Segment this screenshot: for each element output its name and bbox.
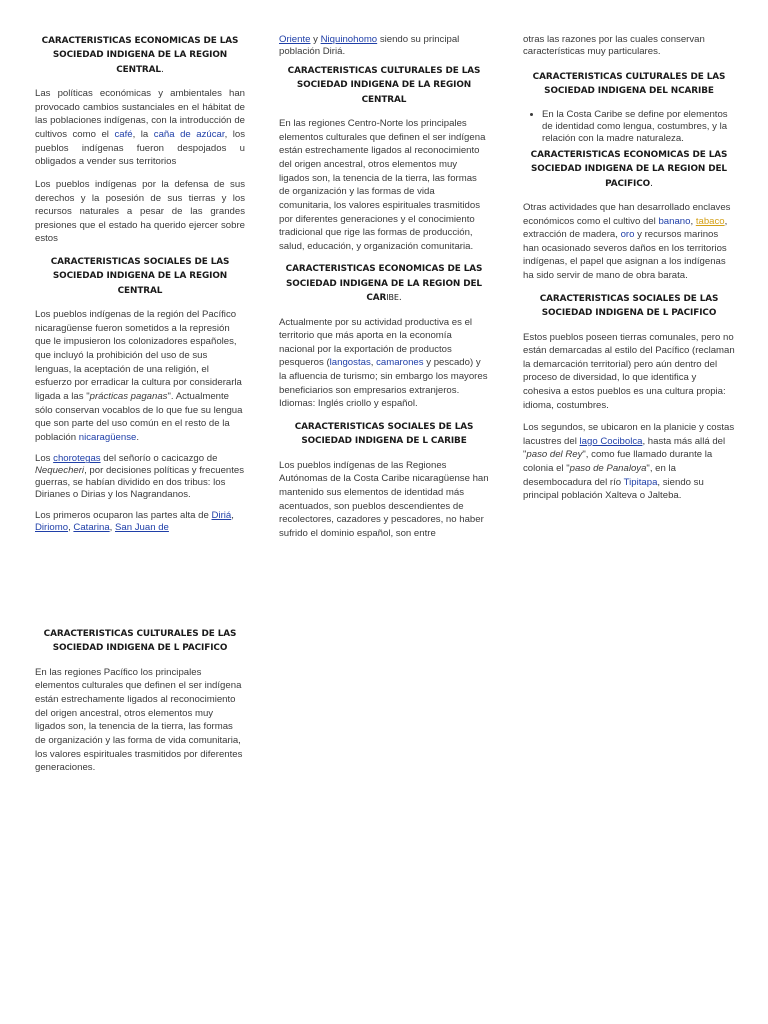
heading-econ-pacifico: CARACTERISTICAS ECONOMICAS DE LAS SOCIEDAD INDIGENA DE LA REGION DEL PACIFICO.: [530, 149, 728, 189]
paragraph-econ-pacifico: Otras actividades que han desarrollado enclaves económicos como el cultivo del banano, tabaco, extracción de madera, oro y recursos marinos han ocasionado severos daños en los territorios indígenas, el papel que asignan a los indígenas ha sido servir de mano de obra barata.: [523, 202, 731, 282]
heading-soc-caribe: CARACTERISTICAS SOCIALES DE LAS SOCIEDAD INDIGENA DE L CARIBE: [294, 421, 474, 447]
heading-soc-central: CARACTERISTICAS SOCIALES DE LAS SOCIEDAD INDIGENA DE LA REGION CENTRAL: [50, 256, 230, 296]
paragraph-segundos: Los segundos, se ubicaron en la planicie y costas lacustres del lago Cocibolca, hasta más allá del "paso del Rey", como fue llamado durante la colonia el "paso de Panaloya", en la desembocadura del río Tipitapa, siendo su principal población Xalteva o Jalteba.: [523, 422, 735, 502]
list-item: • En la Costa Caribe se define por elementos de identidad como lengua, costumbres, y la relación con la madre naturaleza.: [542, 109, 735, 145]
link-catarina[interactable]: Catarina: [73, 522, 110, 534]
paragraph-soc-caribe: Los pueblos indígenas de las Regiones Autónomas de la Costa Caribe nicaragüense han mantenido sus elementos de identidad más acentuados, son pueblos descendientes de recolectores, cazadores y pescadores, no haber sufrido el dominio español, son entre: [279, 459, 489, 539]
paragraph-otras-razones: otras las razones por las cuales conservan características muy particulares.: [523, 34, 705, 57]
heading-cult-central: CARACTERISTICAS CULTURALES DE LAS SOCIEDAD INDIGENA DE LA REGION CENTRAL: [287, 65, 481, 105]
link-diria[interactable]: Diriá: [211, 510, 232, 522]
paragraph-oriente: Oriente y Niquinohomo siendo su principal población Diriá.: [279, 34, 460, 57]
paragraph-chorotegas: Los chorotegas del señorío o cacicazgo de Nequecheri, por decisiones políticas y frecuentes guerras, se habían dividido en dos tribus: los Dirianes o Dirias y los Nagrandanos.: [35, 453, 245, 501]
heading-soc-pacifico: CARACTERISTICAS SOCIALES DE LAS SOCIEDAD INDIGENA DE L PACIFICO: [539, 293, 719, 319]
link-cana-de-azucar[interactable]: caña de azúcar: [153, 129, 225, 141]
heading-cult-ncaribe: CARACTERISTICAS CULTURALES DE LAS SOCIEDAD INDIGENA DEL NCARIBE: [532, 71, 726, 97]
link-lago-cocibolca[interactable]: lago Cocibolca: [579, 435, 643, 447]
heading-econ-central: CARACTERISTICAS ECONOMICAS DE LAS SOCIEDAD INDIGENA DE LA REGION CENTRAL.: [41, 36, 239, 75]
link-oro[interactable]: oro: [620, 229, 635, 241]
link-chorotegas[interactable]: chorotegas: [53, 453, 101, 465]
column-2: [279, 34, 489, 549]
link-langostas[interactable]: langostas: [329, 357, 371, 369]
link-san-juan[interactable]: San Juan de: [115, 522, 169, 534]
paragraph-soc-pacifico: Estos pueblos poseen tierras comunales, pero no están demarcadas al estilo del Pacífico (reclaman la demarcación territorial) pero aún dentro del proceso de diversidad, lo que identifica y cohesiva a estos pueblos es una cultura propia: idioma, costumbres.: [523, 331, 735, 411]
link-diriomo[interactable]: Diriomo: [35, 522, 69, 534]
link-tabaco[interactable]: tabaco: [695, 215, 725, 227]
link-niquinohomo[interactable]: Niquinohomo: [320, 34, 378, 45]
heading-econ-caribe: CARACTERISTICAS ECONOMICAS DE LAS SOCIEDAD INDIGENA DE LA REGION DEL CARIBE.: [285, 264, 483, 304]
paragraph-econ-central: Las políticas económicas y ambientales han provocado cambios sustanciales en el hábitat de las poblaciones indígenas, con la introducción de cultivos como el café, la caña de azúcar, los pueblos indígenas fueron despojados u obligados a vender sus territorios: [35, 88, 246, 168]
paragraph-cult-pacifico: En las regiones Pacífico los principales elementos culturales que definen el ser indígena están estrechamente ligados al reconocimiento del origen ancestral, otros elementos muy ligados son, la tenencia de la tierra, las formas de organización y las forma de vida comunitaria, los valores espirituales trasmitidos por diferentes generaciones.: [35, 666, 243, 774]
paragraph-primeros: Los primeros ocuparon las partes alta de Diriá, Diriomo, Catarina, San Juan de: [35, 510, 234, 534]
link-nicaraguense[interactable]: nicaragüense: [78, 431, 137, 443]
paragraph-econ-caribe: Actualmente por su actividad productiva es el territorio que más aporta en la economía nacional por la exportación de productos pesqueros (langostas, camarones y pescado) y la afluencia de turismo; sin embargo los mayores beneficiarios son empresarios extranjeros. Idiomas: Inglés criollo y español.: [279, 316, 488, 410]
column-1-bottom: [35, 627, 245, 784]
paragraph-cult-central: En las regiones Centro-Norte los principales elementos culturales que definen el ser indígena están estrechamente ligados al reconocimiento del origen ancestral, otros elementos muy ligados son, la tenencia de la tierra, las formas de organización y las formas de vida comunitaria, los valores espirituales trasmitidos por diferentes generaciones y el conocimiento tradicional que rige las formas de producción, salud, educación, y organización comunitaria.: [279, 118, 486, 252]
link-camarones[interactable]: camarones: [376, 357, 424, 369]
paragraph-defensa: Los pueblos indígenas por la defensa de sus derechos y la posesión de sus tierras y los recursos naturales a pesar de las grandes presiones que el estado ha querido ejercer sobre estos: [35, 178, 245, 245]
list-identidad: [523, 109, 735, 145]
link-oriente[interactable]: Oriente: [279, 34, 311, 45]
paragraph-soc-central: Los pueblos indígenas de la región del Pacífico nicaragüense fueron sometidos a la represión que le impusieron los colonizadores españoles, que incluyó la prohibición del uso de sus lenguas, la aceptación de una religión, el esfuerzo por erradicar la cultura por considerarla ligada a las "prácticas paganas". Actualmente sólo conservan vocablos de lo que fue su lengua que son parte del uso común en el resto de la población nicaragüense.: [35, 309, 243, 443]
link-tipitapa[interactable]: Tipitapa: [623, 476, 658, 488]
column-3: [523, 34, 735, 512]
column-1: [35, 34, 245, 543]
heading-cult-pacifico: CARACTERISTICAS CULTURALES DE LAS SOCIEDAD INDIGENA DE L PACIFICO: [43, 629, 237, 654]
link-banano[interactable]: banano: [658, 215, 691, 227]
link-cafe[interactable]: café: [114, 129, 133, 141]
